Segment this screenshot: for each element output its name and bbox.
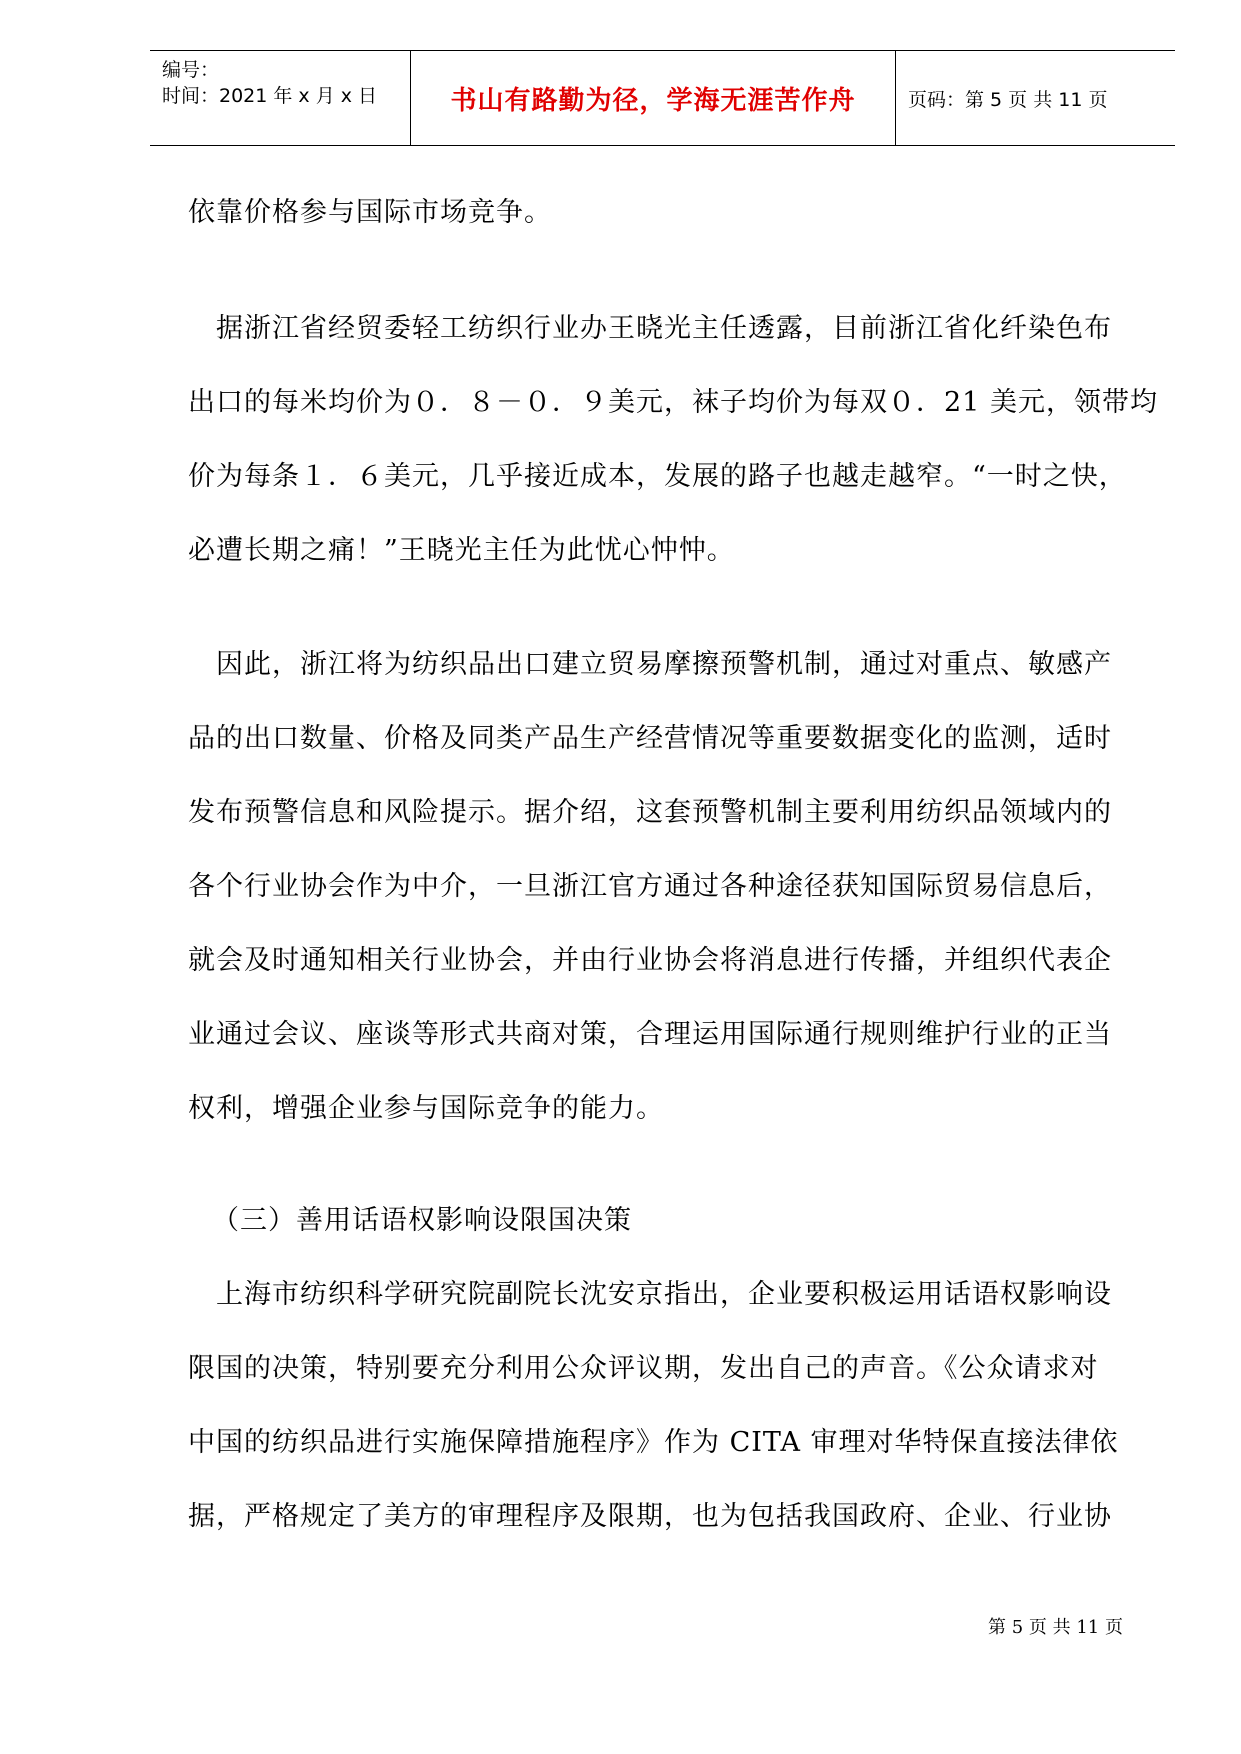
body-line: 依靠价格参与国际市场竞争。 bbox=[188, 197, 552, 228]
date-label: 时间：2021 年 x 月 x 日 bbox=[162, 85, 378, 107]
body-line: 发布预警信息和风险提示。据介绍，这套预警机制主要利用纺织品领域内的 bbox=[188, 797, 1112, 828]
serial-number-label: 编号： bbox=[162, 59, 220, 81]
body-line: 出口的每米均价为０．８－０．９美元，袜子均价为每双０．21 美元，领带均 bbox=[188, 387, 1158, 418]
page-header bbox=[150, 50, 1175, 146]
body-line: 价为每条１．６美元，几乎接近成本，发展的路子也越走越窄。“一时之快， bbox=[188, 461, 1127, 492]
body-line: 业通过会议、座谈等形式共商对策，合理运用国际通行规则维护行业的正当 bbox=[188, 1019, 1112, 1050]
body-line: 必遭长期之痛！”王晓光主任为此忧心忡忡。 bbox=[188, 535, 735, 566]
body-line: 权利，增强企业参与国际竞争的能力。 bbox=[188, 1093, 664, 1124]
body-line: 各个行业协会作为中介，一旦浙江官方通过各种途径获知国际贸易信息后， bbox=[188, 871, 1112, 902]
paragraph-first-line: 因此，浙江将为纺织品出口建立贸易摩擦预警机制，通过对重点、敏感产 bbox=[216, 649, 1112, 680]
header-motto: 书山有路勤为径，学海无涯苦作舟 bbox=[450, 85, 856, 116]
page-footer: 第 5 页 共 11 页 bbox=[988, 1617, 1123, 1638]
header-motto-cell bbox=[410, 51, 896, 145]
body-line: 品的出口数量、价格及同类产品生产经营情况等重要数据变化的监测，适时 bbox=[188, 723, 1112, 754]
paragraph-first-line: 据浙江省经贸委轻工纺织行业办王晓光主任透露，目前浙江省化纤染色布 bbox=[216, 313, 1112, 344]
body-line: 中国的纺织品进行实施保障措施程序》作为 CITA 审理对华特保直接法律依 bbox=[188, 1427, 1119, 1458]
paragraph-first-line: 上海市纺织科学研究院副院长沈安京指出，企业要积极运用话语权影响设 bbox=[216, 1279, 1112, 1310]
body-line: 据，严格规定了美方的审理程序及限期，也为包括我国政府、企业、行业协 bbox=[188, 1501, 1112, 1532]
header-meta-cell bbox=[150, 51, 410, 145]
header-page-code: 页码：第 5 页 共 11 页 bbox=[908, 88, 1108, 111]
body-line: 限国的决策，特别要充分利用公众评议期，发出自己的声音。《公众请求对 bbox=[188, 1353, 1099, 1384]
body-line: 就会及时通知相关行业协会，并由行业协会将消息进行传播，并组织代表企 bbox=[188, 945, 1112, 976]
section-heading: （三）善用话语权影响设限国决策 bbox=[212, 1205, 632, 1236]
header-page-cell bbox=[896, 51, 1175, 145]
